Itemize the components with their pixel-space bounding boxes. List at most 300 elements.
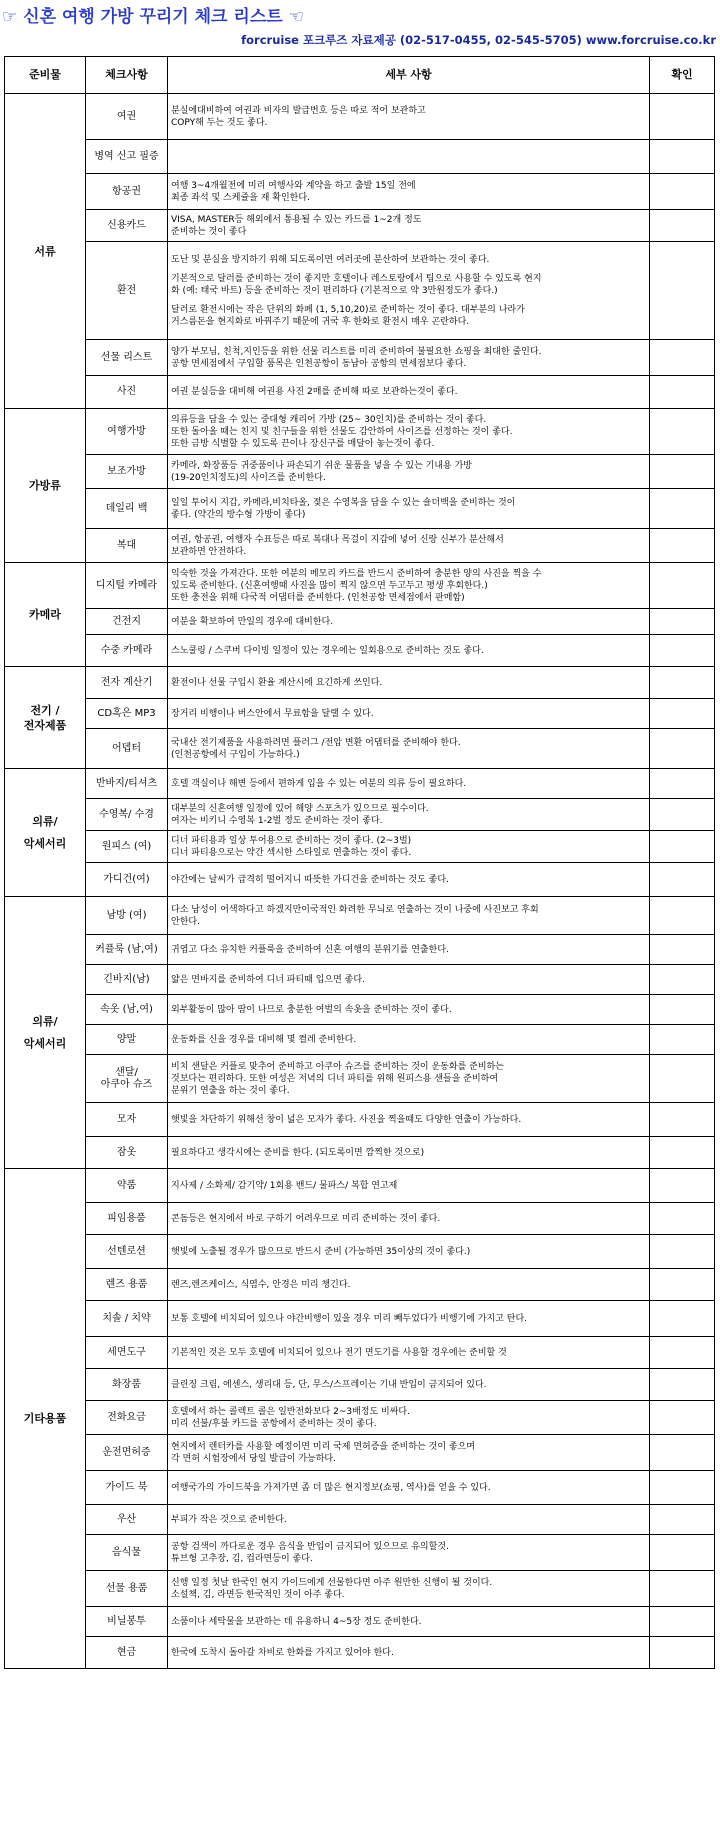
category-label: 의류/ <box>32 815 58 828</box>
check-item-label: 여행가방 <box>107 425 146 437</box>
category-label: 악세서리 <box>23 837 67 850</box>
confirm-checkbox-cell[interactable] <box>650 995 715 1025</box>
check-item-cell <box>86 174 168 210</box>
detail-cell <box>168 1203 650 1235</box>
check-item-label: 가이드 북 <box>105 1481 148 1493</box>
detail-cell <box>168 409 650 455</box>
detail-cell <box>168 995 650 1025</box>
check-item-cell <box>86 376 168 409</box>
detail-cell <box>168 563 650 609</box>
table-row <box>5 1471 715 1505</box>
check-item-label: 반바지/티셔츠 <box>95 777 158 789</box>
check-item-cell <box>86 455 168 489</box>
check-item-cell <box>86 1269 168 1301</box>
detail-line: 분위기 연출을 하는 것이 좋다. <box>171 1085 290 1096</box>
table-row <box>5 1103 715 1137</box>
category-label: 전기 / <box>30 703 60 717</box>
table-row <box>5 1337 715 1369</box>
table-row <box>5 140 715 174</box>
detail-line: 여행국가의 가이드북을 가져가면 좀 더 많은 현지정보(쇼핑, 역사)를 얻을 수 있다. <box>171 1482 491 1493</box>
check-item-cell <box>86 210 168 242</box>
confirm-checkbox-cell[interactable] <box>650 563 715 609</box>
table-row <box>5 609 715 635</box>
table-row <box>5 1505 715 1535</box>
detail-cell <box>168 699 650 729</box>
check-item-cell <box>86 489 168 529</box>
table-row <box>5 1571 715 1607</box>
header-confirm: 확인 <box>650 57 715 94</box>
check-item-cell <box>86 1203 168 1235</box>
table-row <box>5 376 715 409</box>
detail-line: 호텔 객실이나 해변 등에서 편하게 입을 수 있는 여분의 의류 등이 필요하다. <box>171 778 467 789</box>
category-cell <box>5 1169 86 1669</box>
detail-line: 대부분의 신혼여행 일정에 있어 해양 스포츠가 있으므로 필수이다. <box>171 803 429 814</box>
confirm-checkbox-cell[interactable] <box>650 489 715 529</box>
detail-line: 안한다. <box>171 916 200 927</box>
detail-cell <box>168 635 650 667</box>
confirm-checkbox-cell[interactable] <box>650 699 715 729</box>
check-item-label: 현금 <box>116 1646 137 1658</box>
table-row <box>5 210 715 242</box>
check-item-label: 어뎁터 <box>112 742 141 754</box>
detail-line: 호텔에서 하는 콜렉트 콜은 일반전화보다 2~3배정도 비싸다. <box>171 1406 410 1417</box>
detail-line: 여권, 항공권, 여행자 수표등은 따로 복대나 목걸이 지갑에 넣어 신랑 신부가 분산해서 <box>171 534 504 545</box>
confirm-checkbox-cell[interactable] <box>650 831 715 863</box>
check-item-cell <box>86 635 168 667</box>
category-cell <box>5 897 86 1169</box>
table-row <box>5 409 715 455</box>
table-row <box>5 1435 715 1471</box>
detail-cell <box>168 1301 650 1337</box>
confirm-checkbox-cell[interactable] <box>650 965 715 995</box>
checklist-table <box>4 56 715 1669</box>
confirm-checkbox-cell[interactable] <box>650 210 715 242</box>
category-label: 가방류 <box>29 479 61 492</box>
confirm-checkbox-cell[interactable] <box>650 1401 715 1435</box>
check-item-label: 비닐봉투 <box>107 1615 146 1627</box>
detail-line: 공항 검색이 까다로운 경우 음식을 반입이 금지되어 있으므로 유의할것. <box>171 1541 449 1552</box>
detail-line: 소설책, 김, 라면등 한국적인 것이 아주 좋다. <box>171 1589 345 1600</box>
table-row <box>5 242 715 340</box>
table-row <box>5 863 715 897</box>
checklist-body <box>5 94 715 1669</box>
detail-line: 준비하는 것이 좋다 <box>171 226 247 237</box>
table-row <box>5 1055 715 1103</box>
check-item-label: CD혹은 MP3 <box>97 707 156 719</box>
category-label: 서류 <box>34 244 56 258</box>
table-row <box>5 489 715 529</box>
detail-line: 여자는 비키니 수영복 1-2벌 정도 준비하는 것이 좋다. <box>171 815 383 826</box>
table-row <box>5 1535 715 1571</box>
table-row <box>5 94 715 140</box>
detail-line: 도난 및 분실을 방지하기 위해 되도록이면 여러곳에 분산하여 보관하는 것이 좋다. <box>171 254 490 265</box>
table-row <box>5 831 715 863</box>
confirm-checkbox-cell[interactable] <box>650 1269 715 1301</box>
detail-cell <box>168 242 650 340</box>
check-item-cell <box>86 1505 168 1535</box>
table-row <box>5 635 715 667</box>
category-cell <box>5 667 86 769</box>
detail-line: 기본적인 것은 모두 호텔에 비치되어 있으나 전기 면도기를 사용할 경우에는 준비할 것 <box>171 1347 507 1358</box>
confirm-checkbox-cell[interactable] <box>650 1235 715 1269</box>
check-item-label: 가디건(여) <box>103 873 150 885</box>
detail-cell <box>168 667 650 699</box>
detail-cell <box>168 1337 650 1369</box>
detail-line: 지사제 / 소화제/ 감기약/ 1회용 밴드/ 물파스/ 복합 연고제 <box>171 1180 398 1191</box>
detail-cell <box>168 174 650 210</box>
check-item-label: 선물 리스트 <box>100 351 153 363</box>
detail-line: 디너 파티용으로는 약간 섹시한 스타일로 연출하는 것이 좋다. <box>171 847 412 858</box>
check-item-cell <box>86 94 168 140</box>
check-item-cell <box>86 995 168 1025</box>
detail-cell <box>168 1571 650 1607</box>
check-item-label: 피임용품 <box>107 1212 146 1224</box>
detail-cell <box>168 769 650 799</box>
detail-line: 보관하면 안전하다. <box>171 546 247 557</box>
page-title: ☞ 신혼 여행 가방 꾸리기 체크 리스트 ☜ <box>2 7 304 27</box>
confirm-checkbox-cell[interactable] <box>650 242 715 340</box>
detail-cell <box>168 1369 650 1401</box>
detail-cell <box>168 1607 650 1637</box>
check-item-label: 잠옷 <box>116 1146 137 1158</box>
confirm-checkbox-cell[interactable] <box>650 1571 715 1607</box>
confirm-checkbox-cell[interactable] <box>650 729 715 769</box>
detail-cell <box>168 729 650 769</box>
confirm-checkbox-cell[interactable] <box>650 1471 715 1505</box>
table-row <box>5 799 715 831</box>
table-row <box>5 340 715 376</box>
detail-line: 현지에서 렌터카를 사용할 예정이면 미리 국제 면허증을 준비하는 것이 좋으며 <box>171 1441 475 1452</box>
detail-line: 기본적으로 달러를 준비하는 것이 좋지만 호텔이나 레스토랑에서 팁으로 사용할 수 있도록 현지 <box>171 273 542 284</box>
check-item-cell <box>86 863 168 897</box>
confirm-checkbox-cell[interactable] <box>650 529 715 563</box>
detail-line: 다소 남성이 어색하다고 하겠지만이국적인 화려한 무늬로 연출하는 것이 나중에 사진보고 후회 <box>171 904 539 915</box>
table-row <box>5 1269 715 1301</box>
check-item-label: 환전 <box>116 284 137 296</box>
check-item-cell <box>86 409 168 455</box>
check-item-label: 전자 계산기 <box>100 676 153 688</box>
check-item-cell <box>86 1301 168 1337</box>
table-row <box>5 1025 715 1055</box>
table-row <box>5 667 715 699</box>
check-item-label: 전화요금 <box>107 1411 146 1423</box>
confirm-checkbox-cell[interactable] <box>650 935 715 965</box>
check-item-cell <box>86 1571 168 1607</box>
detail-line: 햇빛을 차단하기 위해선 창이 넓은 모자가 좋다. 사진을 찍을때도 다양한 연출이 가능하다. <box>171 1114 522 1125</box>
category-label <box>8 829 82 836</box>
confirm-checkbox-cell[interactable] <box>650 1607 715 1637</box>
check-item-label: 약품 <box>116 1179 137 1191</box>
category-cell <box>5 563 86 667</box>
detail-line: 각 면허 시험장에서 당일 발급이 가능하다. <box>171 1453 336 1464</box>
check-item-cell <box>86 340 168 376</box>
detail-line: 한국에 도착시 돌아갈 차비로 한화를 가지고 있어야 한다. <box>171 1647 394 1658</box>
detail-line: 또한 충전을 위해 다국적 어댑터를 준비한다. (인천공항 면세점에서 판매함) <box>171 592 465 603</box>
category-label: 의류/ <box>32 1015 58 1028</box>
detail-line: 콘돔등은 현지에서 바로 구하기 어려우므로 미리 준비하는 것이 좋다. <box>171 1213 441 1224</box>
confirm-checkbox-cell[interactable] <box>650 376 715 409</box>
table-row <box>5 1301 715 1337</box>
table-row <box>5 1607 715 1637</box>
confirm-checkbox-cell[interactable] <box>650 1137 715 1169</box>
confirm-checkbox-cell[interactable] <box>650 140 715 174</box>
detail-cell <box>168 799 650 831</box>
confirm-checkbox-cell[interactable] <box>650 667 715 699</box>
check-item-label: 음식물 <box>112 1546 141 1558</box>
confirm-checkbox-cell[interactable] <box>650 174 715 210</box>
check-item-label: 아쿠아 슈즈 <box>100 1078 153 1090</box>
detail-line: (인천공항에서 구입이 가능하다.) <box>171 749 300 760</box>
detail-line: 부피가 작은 것으로 준비한다. <box>171 1514 287 1525</box>
detail-cell <box>168 210 650 242</box>
detail-cell <box>168 1471 650 1505</box>
detail-cell <box>168 489 650 529</box>
detail-line: 여행 3~4개월전에 미리 여행사와 계약을 하고 출발 15일 전에 <box>171 180 416 191</box>
check-item-cell <box>86 699 168 729</box>
category-label <box>8 1029 82 1036</box>
check-item-label: 신용카드 <box>107 219 146 231</box>
check-item-cell <box>86 1535 168 1571</box>
confirm-checkbox-cell[interactable] <box>650 409 715 455</box>
table-row <box>5 455 715 489</box>
check-item-label: 데일리 백 <box>105 502 148 514</box>
check-item-label: 긴바지(남) <box>103 973 150 985</box>
detail-line: 비치 샌달은 커플로 맞추어 준비하고 아쿠아 슈즈를 준비하는 것이 운동화를 준비하는 <box>171 1061 504 1072</box>
detail-line: 장거리 비행이나 버스안에서 무료함을 달랠 수 있다. <box>171 708 374 719</box>
check-item-label: 남방 (여) <box>106 909 147 921</box>
detail-cell <box>168 965 650 995</box>
check-item-cell <box>86 140 168 174</box>
table-row <box>5 1235 715 1269</box>
check-item-cell <box>86 609 168 635</box>
check-item-label: 선텐로션 <box>107 1245 146 1257</box>
table-row <box>5 995 715 1025</box>
check-item-cell <box>86 1055 168 1103</box>
detail-line: 운동화를 신을 경우를 대비해 몇 켤레 준비한다. <box>171 1034 357 1045</box>
detail-cell <box>168 831 650 863</box>
detail-line: 얇은 면바지를 준비하여 디너 파티때 입으면 좋다. <box>171 974 365 985</box>
detail-line: 국내산 전기제품을 사용하려면 플러그 /전압 변환 어댑터를 준비해야 한다. <box>171 737 461 748</box>
detail-line: COPY해 두는 것도 좋다. <box>171 117 268 128</box>
detail-line: 좋다. (약간의 방수형 가방이 좋다) <box>171 509 306 520</box>
header-category: 준비물 <box>5 57 86 94</box>
check-item-label: 병역 신고 필증 <box>94 150 159 162</box>
check-item-label: 사진 <box>116 386 137 397</box>
table-row <box>5 563 715 609</box>
check-item-label: 우산 <box>116 1513 137 1525</box>
confirm-checkbox-cell[interactable] <box>650 1637 715 1669</box>
detail-line <box>171 297 646 304</box>
confirm-checkbox-cell[interactable] <box>650 1103 715 1137</box>
table-row <box>5 769 715 799</box>
check-item-cell <box>86 831 168 863</box>
detail-cell <box>168 897 650 935</box>
table-row <box>5 174 715 210</box>
detail-cell <box>168 1435 650 1471</box>
check-item-label: 보조가방 <box>107 465 146 477</box>
confirm-checkbox-cell[interactable] <box>650 1505 715 1535</box>
detail-line: 스노쿨링 / 스쿠버 다이빙 일정이 있는 경우에는 일회용으로 준비하는 것도 좋다. <box>171 645 484 656</box>
table-header-row <box>5 57 715 94</box>
confirm-checkbox-cell[interactable] <box>650 863 715 897</box>
detail-cell <box>168 1505 650 1535</box>
table-row <box>5 1137 715 1169</box>
detail-line: 디너 파티용과 일상 투어용으로 준비하는 것이 좋다. (2~3벌) <box>171 835 412 846</box>
detail-cell <box>168 529 650 563</box>
check-item-label: 커플룩 (남,여) <box>95 943 158 955</box>
detail-line: 양가 부모님, 친척,지인등을 위한 선물 리스트를 미리 준비하여 불필요한 쇼핑을 최대한 줄인다. <box>171 346 542 357</box>
detail-cell <box>168 340 650 376</box>
confirm-checkbox-cell[interactable] <box>650 1169 715 1203</box>
detail-line: 외부활동이 많아 땀이 나므로 충분한 여벌의 속옷을 준비하는 것이 좋다. <box>171 1004 452 1015</box>
check-item-label: 치솔 / 치약 <box>102 1312 151 1324</box>
check-item-cell <box>86 1401 168 1435</box>
table-row <box>5 1369 715 1401</box>
check-item-label: 복대 <box>116 539 137 551</box>
category-cell <box>5 94 86 409</box>
check-item-label: 수중 카메라 <box>100 644 153 656</box>
check-item-cell <box>86 1103 168 1137</box>
category-cell <box>5 769 86 897</box>
detail-line: 것보다는 편리하다. 또한 여성은 저녁의 디너 파티를 위해 원피스용 샌들을 준비하여 <box>171 1073 499 1084</box>
detail-line: 귀엽고 다소 유치한 커플룩을 준비하여 신혼 여행의 분위기를 연출한다. <box>171 944 449 955</box>
check-item-cell <box>86 1137 168 1169</box>
detail-line: 익숙한 것을 가져간다. 또한 여분의 메모리 카드를 반드시 준비하여 충분한 양의 사진을 찍을 수 <box>171 568 542 579</box>
table-row <box>5 699 715 729</box>
detail-line: 여분을 확보하여 만일의 경우에 대비한다. <box>171 616 334 627</box>
confirm-checkbox-cell[interactable] <box>650 455 715 489</box>
detail-cell <box>168 94 650 140</box>
category-label: 카메라 <box>29 608 61 621</box>
check-item-cell <box>86 242 168 340</box>
check-item-label: 여권 <box>116 110 137 122</box>
check-item-cell <box>86 1369 168 1401</box>
check-item-cell <box>86 729 168 769</box>
detail-line: 보통 호텔에 비치되어 있으나 야간비행이 있을 경우 미리 빼두었다가 비행기에 가지고 탄다. <box>171 1313 528 1324</box>
check-item-label: 선물 용품 <box>105 1582 148 1594</box>
detail-line: 분실에대비하여 여권과 비자의 발급번호 등은 따로 적어 보관하고 <box>171 105 426 116</box>
confirm-checkbox-cell[interactable] <box>650 1435 715 1471</box>
detail-cell <box>168 609 650 635</box>
detail-cell <box>168 376 650 409</box>
check-item-cell <box>86 897 168 935</box>
header-details: 세부 사항 <box>168 57 650 94</box>
check-item-cell <box>86 1169 168 1203</box>
confirm-checkbox-cell[interactable] <box>650 1301 715 1337</box>
detail-line: 최종 좌석 및 스케쥴을 재 확인한다. <box>171 192 310 203</box>
confirm-checkbox-cell[interactable] <box>650 1535 715 1571</box>
check-item-label: 양말 <box>116 1033 137 1045</box>
check-item-cell <box>86 1337 168 1369</box>
check-item-label: 원피스 (여) <box>101 840 152 852</box>
check-item-cell <box>86 799 168 831</box>
detail-cell <box>168 1103 650 1137</box>
check-item-label: 건전지 <box>112 615 141 627</box>
category-cell <box>5 409 86 563</box>
check-item-cell <box>86 563 168 609</box>
detail-cell <box>168 1401 650 1435</box>
detail-line: 미리 선불/후불 카드를 공항에서 준비하는 것이 좋다. <box>171 1418 377 1429</box>
table-row <box>5 1637 715 1669</box>
confirm-checkbox-cell[interactable] <box>650 609 715 635</box>
check-item-cell <box>86 667 168 699</box>
confirm-checkbox-cell[interactable] <box>650 94 715 140</box>
confirm-checkbox-cell[interactable] <box>650 1203 715 1235</box>
check-item-cell <box>86 1235 168 1269</box>
confirm-checkbox-cell[interactable] <box>650 1055 715 1103</box>
detail-cell <box>168 1025 650 1055</box>
confirm-checkbox-cell[interactable] <box>650 1337 715 1369</box>
detail-line: 필요하다고 생각시에는 준비를 한다. (되도록이면 깜찍한 것으로) <box>171 1147 425 1158</box>
check-item-cell <box>86 935 168 965</box>
detail-cell <box>168 1269 650 1301</box>
check-item-cell <box>86 1607 168 1637</box>
confirm-checkbox-cell[interactable] <box>650 769 715 799</box>
table-row <box>5 965 715 995</box>
detail-line: 소품이나 세탁물을 보관하는 데 유용하니 4~5장 정도 준비한다. <box>171 1616 422 1627</box>
check-item-label: 화장품 <box>112 1378 141 1390</box>
detail-cell <box>168 863 650 897</box>
check-item-cell <box>86 769 168 799</box>
detail-cell <box>168 1137 650 1169</box>
detail-line: 튜브형 고추장, 김, 컵라면등이 좋다. <box>171 1553 313 1564</box>
detail-line: 있도록 준비한다. (신혼여행때 사진을 많이 찍지 않으면 두고두고 평생 후회한다.) <box>171 580 488 591</box>
check-item-cell <box>86 1637 168 1669</box>
category-label: 기타용품 <box>23 1412 67 1425</box>
detail-line: 공항 면세점에서 구입할 품목은 인천공항이 동남아 공항의 면세점보다 좋다. <box>171 358 467 369</box>
check-item-label: 렌즈 용품 <box>105 1278 148 1290</box>
detail-line: 달러로 환전시에는 작은 단위의 화폐 (1, 5,10,20)로 준비하는 것이 좋다. 대부분의 나라가 <box>171 304 525 315</box>
detail-cell <box>168 1169 650 1203</box>
check-item-label: 모자 <box>116 1113 137 1125</box>
category-label: 전자제품 <box>23 718 67 732</box>
confirm-checkbox-cell[interactable] <box>650 635 715 667</box>
table-row <box>5 529 715 563</box>
confirm-checkbox-cell[interactable] <box>650 897 715 935</box>
detail-cell <box>168 455 650 489</box>
detail-line: 렌즈,렌즈케이스, 식염수, 안경은 미리 챙긴다. <box>171 1279 351 1290</box>
check-item-label: 운전면허증 <box>102 1446 151 1458</box>
detail-cell <box>168 1235 650 1269</box>
confirm-checkbox-cell[interactable] <box>650 799 715 831</box>
check-item-cell <box>86 1471 168 1505</box>
detail-cell <box>168 935 650 965</box>
check-item-cell <box>86 1025 168 1055</box>
source-credit: forcruise 포크루즈 자료제공 (02-517-0455, 02-545-5705) www.forcruise.co.kr <box>241 33 716 47</box>
confirm-checkbox-cell[interactable] <box>650 340 715 376</box>
detail-line: 환전이나 선물 구입시 환율 계산시에 요긴하게 쓰인다. <box>171 677 383 688</box>
category-label: 악세서리 <box>23 1037 67 1050</box>
header-check-item: 체크사항 <box>86 57 168 94</box>
check-item-cell <box>86 965 168 995</box>
detail-line: 또한 돌아올 때는 친지 및 친구들을 위한 선물도 감안하여 사이즈를 선정하는 것이 좋다. <box>171 426 513 437</box>
detail-line: 화 (예: 태국 바트) 등을 준비하는 것이 편리하다 (기본적으로 약 3만원정도가 좋다.) <box>171 285 498 296</box>
check-item-label: 수영복/ 수경 <box>99 808 154 820</box>
confirm-checkbox-cell[interactable] <box>650 1025 715 1055</box>
detail-line: 햇빛에 노출될 경우가 많으므로 반드시 준비 (가능하면 35이상의 것이 좋다.) <box>171 1246 471 1257</box>
check-item-label: 항공권 <box>112 185 141 197</box>
check-item-label: 속옷 (남,여) <box>100 1003 153 1015</box>
detail-cell <box>168 1637 650 1669</box>
table-row <box>5 1203 715 1235</box>
check-item-cell <box>86 529 168 563</box>
detail-line: 야간에는 날씨가 급격히 떨어지니 따뜻한 가디건을 준비하는 것도 좋다. <box>171 874 449 885</box>
detail-line: VISA, MASTER등 해외에서 통용될 수 있는 카드를 1~2개 정도 <box>171 214 422 225</box>
detail-line: 또한 금방 식별할 수 있도록 끈이나 장신구를 매달아 놓는것이 좋다. <box>171 438 435 449</box>
detail-line: 신행 일정 첫날 한국인 현지 가이드에게 선물한다면 아주 원만한 신행이 될 것이다. <box>171 1577 493 1588</box>
check-item-cell <box>86 1435 168 1471</box>
confirm-checkbox-cell[interactable] <box>650 1369 715 1401</box>
